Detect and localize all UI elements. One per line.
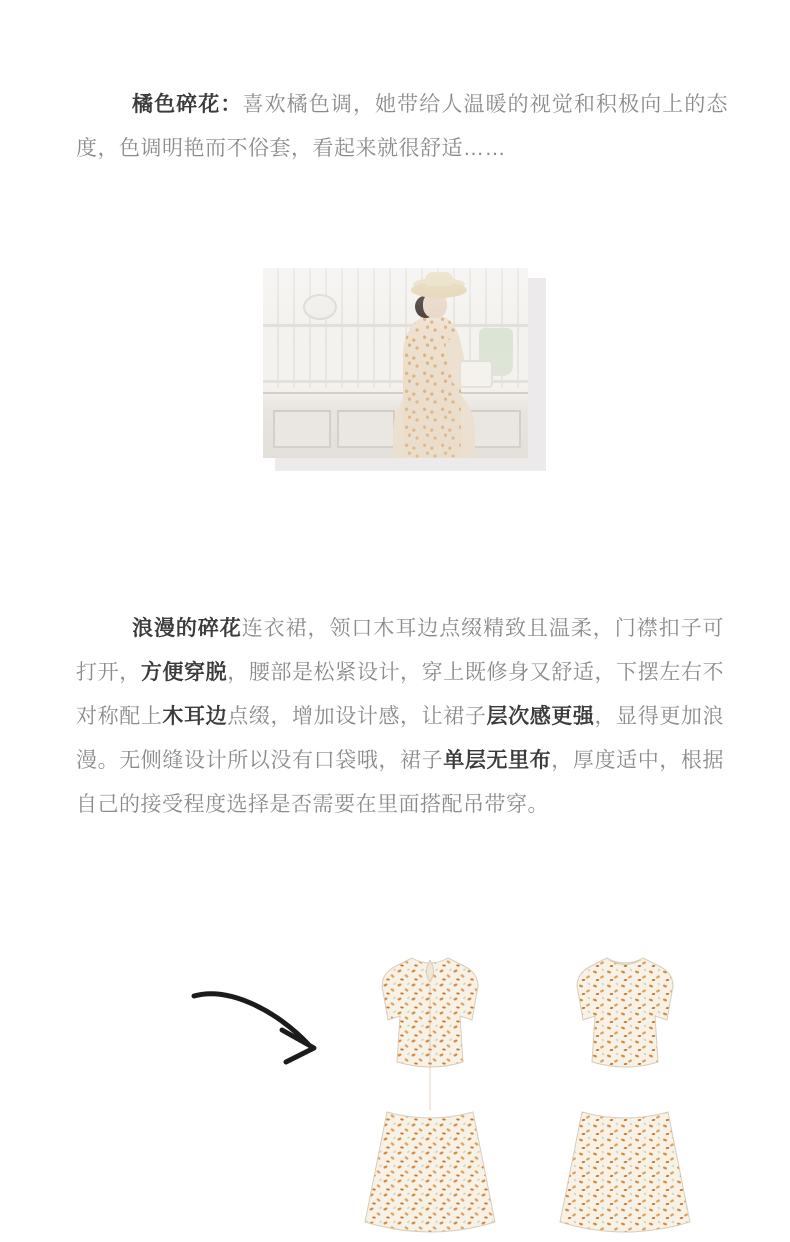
description-paragraph [76,607,724,827]
hand-drawn-arrow-icon [190,990,340,1080]
cabinet-1 [273,410,331,448]
description-segment-1: 连衣裙，领口木耳边点缀精致且温柔，门襟扣子可打开， [76,617,725,684]
intro-paragraph [76,83,728,171]
intro-body: 喜欢橘色调，她带给人温暖的视觉和积极向上的态度，色调明艳而不俗套，看起来就很舒适…… [76,93,729,160]
dress-front-image [340,940,520,1242]
description-segment-5: 点缀，增加设计感，让裙子 [227,705,487,728]
description-segment-2: 方便穿脱 [140,661,228,684]
description-segment-8: 单层无里布 [443,749,552,772]
model-photo [263,268,546,471]
description-segment-6: 层次感更强 [486,705,595,728]
description-segment-3: ，腰部是松紧设计，穿上既修身又舒适，下摆左右不对称配上 [76,661,725,728]
product-image-row [340,940,740,1242]
model-basket [459,360,493,388]
intro-lead: 橘色碎花： [132,93,243,116]
pot-decor [303,294,337,320]
cabinet-4 [469,410,521,448]
description-segment-0: 浪漫的碎花 [132,617,242,640]
model-hat-crown [425,272,453,286]
description-segment-7: ，显得更加浪漫。无侧缝设计所以没有口袋哦，裙子 [76,705,725,772]
cabinet-2 [337,410,395,448]
description-segment-9: ，厚度适中，根据自己的接受程度选择是否需要在里面搭配吊带穿。 [76,749,725,816]
description-segment-4: 木耳边 [162,705,228,728]
counter-edge [263,392,528,394]
shelf-upper [263,324,528,327]
photo-frame [263,268,528,458]
dress-back-image [535,940,715,1242]
